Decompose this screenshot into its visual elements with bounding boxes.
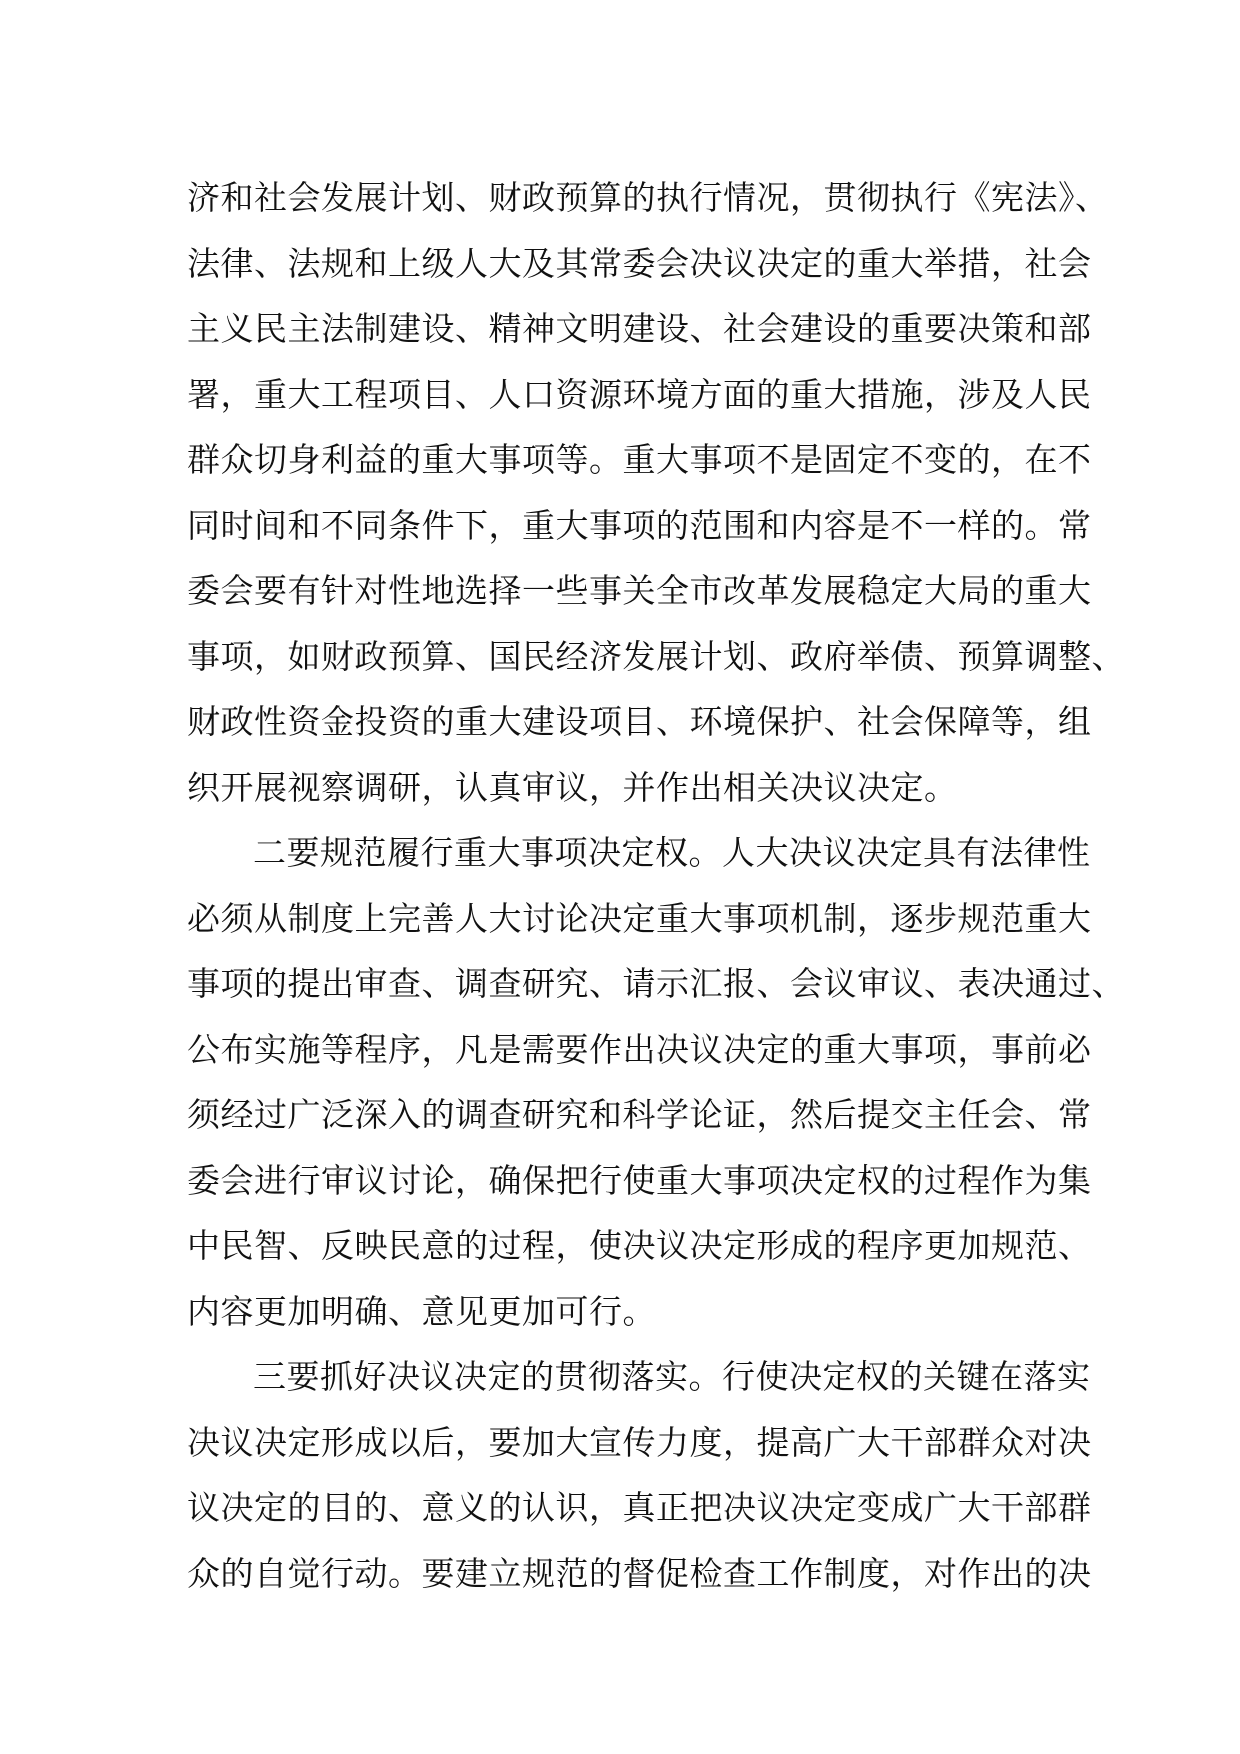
text-line: 议决定的目的、意义的认识，真正把决议决定变成广大干部群 — [187, 1488, 1092, 1527]
text-line: 公布实施等程序，凡是需要作出决议决定的重大事项，事前必 — [187, 1029, 1092, 1069]
text-line: 主义民主法制建设、精神文明建设、社会建设的重要决策和部 — [187, 309, 1092, 348]
text-line: 群众切身利益的重大事项等。重大事项不是固定不变的，在不 — [187, 440, 1092, 479]
text-line: 事项的提出审查、调查研究、请示汇报、会议审议、表决通过、 — [187, 964, 1125, 1003]
text-line: 决议决定形成以后，要加大宣传力度，提高广大干部群众对决 — [187, 1422, 1092, 1462]
text-line: 财政性资金投资的重大建设项目、环境保护、社会保障等，组 — [187, 702, 1092, 741]
text-line: 委会进行审议讨论，确保把行使重大事项决定权的过程作为集 — [187, 1160, 1092, 1200]
text-line: 委会要有针对性地选择一些事关全市改革发展稳定大局的重大 — [187, 571, 1092, 610]
text-line: 织开展视察调研，认真审议，并作出相关决议决定。 — [187, 767, 958, 807]
body-text — [187, 165, 1125, 1606]
text-line: 须经过广泛深入的调查研究和科学论证，然后提交主任会、常 — [187, 1095, 1092, 1134]
text-line: 中民智、反映民意的过程，使决议决定形成的程序更加规范、 — [187, 1226, 1092, 1265]
paragraph-start-line: 二要规范履行重大事项决定权。人大决议决定具有法律性 — [253, 833, 1091, 872]
text-line: 署，重大工程项目、人口资源环境方面的重大措施，涉及人民 — [187, 374, 1092, 414]
text-line: 法律、法规和上级人大及其常委会决议决定的重大举措，社会 — [187, 243, 1092, 283]
text-line: 必须从制度上完善人大讨论决定重大事项机制，逐步规范重大 — [187, 898, 1092, 938]
text-line: 事项，如财政预算、国民经济发展计划、政府举债、预算调整、 — [187, 636, 1125, 676]
text-line: 众的自觉行动。要建立规范的督促检查工作制度，对作出的决 — [187, 1553, 1092, 1593]
text-line: 同时间和不同条件下，重大事项的范围和内容是不一样的。常 — [187, 505, 1092, 545]
paragraph-start-line: 三要抓好决议决定的贯彻落实。行使决定权的关键在落实 — [253, 1357, 1091, 1396]
text-line: 济和社会发展计划、财政预算的执行情况，贯彻执行《宪法》、 — [187, 178, 1109, 217]
text-line: 内容更加明确、意见更加可行。 — [187, 1291, 656, 1331]
